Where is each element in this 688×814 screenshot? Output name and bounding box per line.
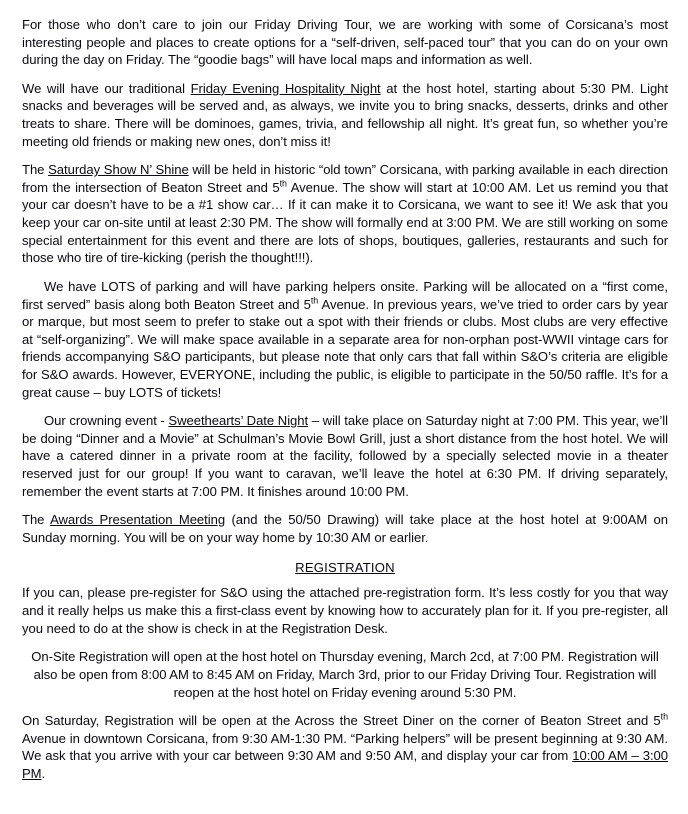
- ordinal-suffix: th: [310, 295, 319, 306]
- underlined-text: Friday Evening Hospitality Night: [190, 80, 381, 96]
- text-run: at the host hotel, starting about 5:30 PM. Light snacks and beverages will be served and, as always, we invite you to bring snacks, desserts, drinks and other treats to share. There will be dominoes, games, trivia, and fellowship all night. It’s great fun, so whether you’re meeting old friends or making new ones, don’t miss it!: [22, 80, 668, 149]
- text-run: Avenue. In previous years, we’ve tried to order cars by year or marque, but most seem to prefer to stake out a spot with their friends or clubs. Most clubs are very effective at “self-organizing”. We will make space available in a separate area for non-orphan post-WWII vintage cars for friends accompanying S&O participants, but please note that only cars that fall within S&O’s criteria are eligible for S&O awards. However, EVERYONE, including the public, is eligible to participate in the 50/50 raffle. It’s for a great cause – buy LOTS of tickets!: [22, 296, 668, 400]
- paragraph-pre-register: [22, 584, 668, 637]
- text-run: – will take place on Saturday night at 7:00 PM. This year, we’ll be doing “Dinner and a Movie” at Schulman’s Movie Bowl Grill, just a short distance from the host hotel. We will have a catered dinner in a private room at the facility, followed by a specially selected movie in a theater reserved just for our group! If you want to caravan, we’ll leave the hotel at 6:30 PM. If driving separately, remember the event starts at 7:00 PM. It finishes around 10:00 PM.: [22, 413, 668, 499]
- section-heading-registration: REGISTRATION: [295, 560, 395, 576]
- text-run: If you can, please pre-register for S&O using the attached pre-registration form. It’s less costly for you that way and it really helps us make this a first-class event by knowing how to accurately plan for it. If you pre-register, all you need to do at the show is check in at the Registration Desk.: [22, 585, 668, 636]
- text-run: Avenue in downtown Corsicana, from 9:30 AM-1:30 PM. “Parking helpers” will be present beginning at 9:30 AM. We ask that you arrive with your car between 9:30 AM and 9:50 AM, and display your car from: [22, 730, 668, 764]
- text-run: .: [41, 765, 46, 781]
- ordinal-suffix: th: [660, 711, 668, 722]
- paragraph-friday-evening-hospitality: [22, 80, 668, 150]
- paragraph-group-main: [22, 16, 668, 546]
- text-run: Avenue. The show will start at 10:00 AM. Let us remind you that your car doesn’t have to be a #1 show car… If it can make it to Corsicana, we want to see it! We ask that you keep your car on-site until at least 2:30 PM. The show will formally end at 3:00 PM. We are still working on some special entertainment for this event and there are lots of shops, boutiques, galleries, restaurants and such for those who tire of tire-kicking (perish the thought!!!).: [22, 179, 668, 266]
- text-run: On-Site Registration will open at the host hotel on Thursday evening, March 2cd, at 7:00 PM. Registration will also be open from 8:00 AM to 8:45 AM on Friday, March 3rd, prior to our Friday Driving Tour. Registration will reopen at the host hotel on Friday evening around 5:30 PM.: [31, 649, 659, 700]
- paragraph-sweethearts-date-night: [22, 412, 668, 500]
- paragraph-group-registration: [22, 584, 668, 782]
- paragraph-on-site-registration: [22, 648, 668, 701]
- underlined-text: Awards Presentation Meeting: [50, 512, 226, 528]
- text-run: (and the 50/50 Drawing) will take place at the host hotel at 9:00AM on Sunday morning. You will be on your way home by 10:30 AM or earlier.: [22, 512, 669, 545]
- paragraph-saturday-show-n-shine: [22, 161, 668, 267]
- paragraph-self-driven-tour: [22, 16, 668, 69]
- text-run: The: [22, 162, 49, 178]
- text-run: We will have our traditional: [22, 80, 191, 96]
- ordinal-suffix: th: [279, 178, 287, 189]
- text-run: will be held in historic “old town” Corsicana, with parking available in each direction from the intersection of Beaton Street and 5: [22, 162, 668, 195]
- paragraph-awards-presentation: [22, 511, 668, 546]
- underlined-text: Sweethearts’ Date Night: [168, 413, 309, 429]
- text-run: Our crowning event -: [44, 413, 169, 429]
- text-run: For those who don’t care to join our Friday Driving Tour, we are working with some of Corsicana’s most interesting people and places to create options for a “self-driven, self-paced tour” that you can do on your own during the day on Friday. The “goodie bags” will have local maps and information as well.: [22, 17, 668, 68]
- paragraph-parking-allocation: [22, 278, 668, 401]
- underlined-text: Saturday Show N’ Shine: [48, 162, 189, 178]
- underlined-text: 10:00 AM – 3:00 PM: [22, 748, 668, 781]
- text-run: The: [22, 512, 51, 528]
- text-run: We have LOTS of parking and will have parking helpers onsite. Parking will be allocated on a “first come, first served” basis along both Beaton Street and 5: [22, 278, 668, 312]
- text-run: On Saturday, Registration will be open at the Across the Street Diner on the corner of Beaton Street and 5: [22, 713, 661, 729]
- paragraph-saturday-registration: [22, 712, 668, 782]
